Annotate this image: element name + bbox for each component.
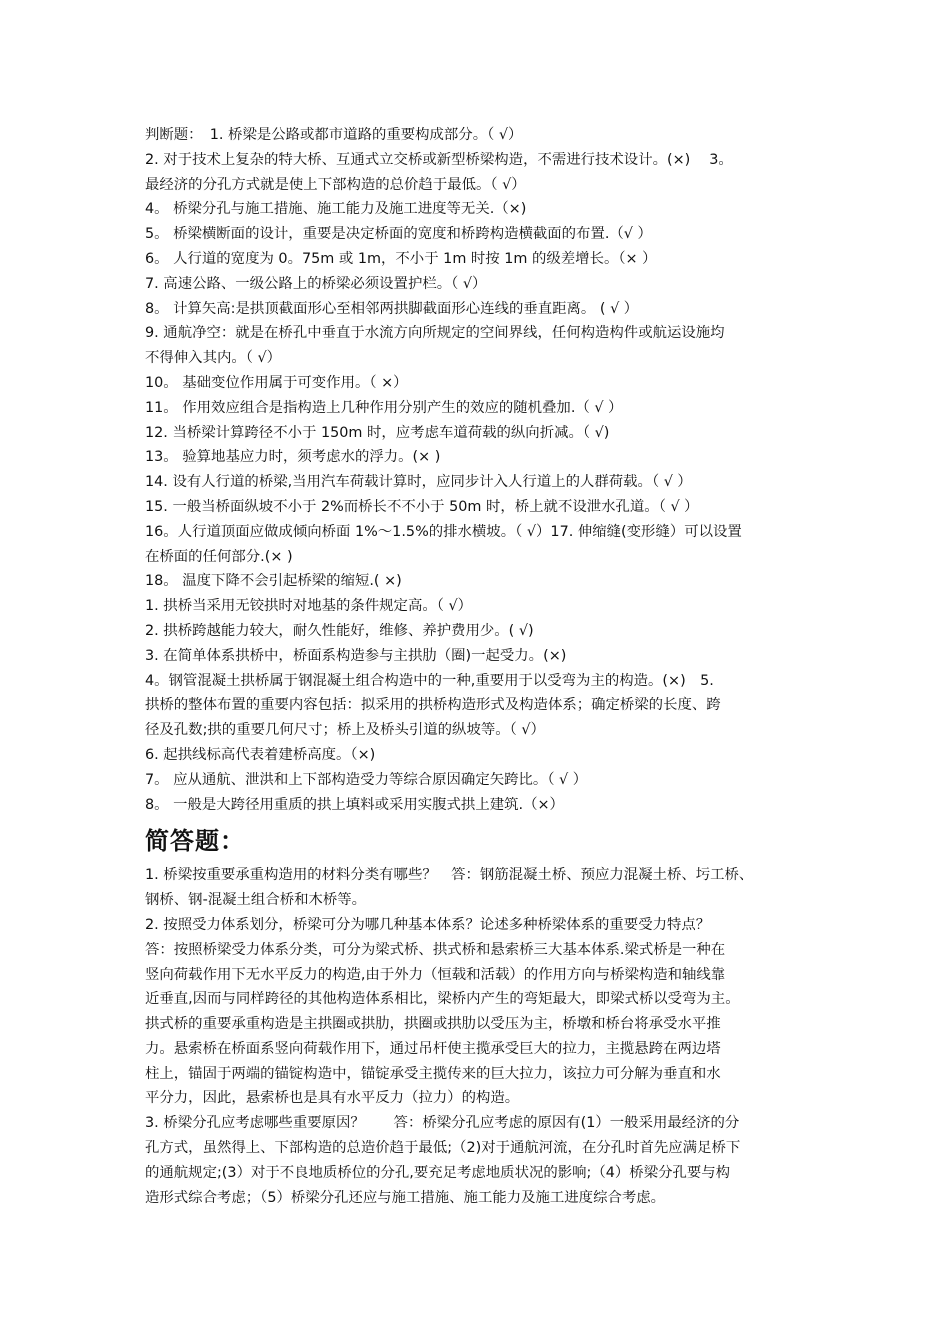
text-line: 12. 当桥梁计算跨径不小于 150m 时，应考虑车道荷载的纵向折减。（ √) — [145, 424, 610, 441]
text-line: 3. 在简单体系拱桥中，桥面系构造参与主拱肋（圈)一起受力。(×) — [145, 647, 567, 664]
text-line: 力。悬索桥在桥面系竖向荷载作用下，通过吊杆使主揽承受巨大的拉力，主揽悬跨在两边塔 — [145, 1040, 721, 1057]
text-line: 14. 设有人行道的桥梁,当用汽车荷载计算时，应同步计入人行道上的人群荷载。（ √ ） — [145, 474, 692, 491]
text-line: 6。 人行道的宽度为 0。75m 或 1m，不小于 1m 时按 1m 的级差增长。（× ） — [145, 250, 657, 267]
text-line: 2. 拱桥跨越能力较大，耐久性能好，维修、养护费用少。( √) — [145, 622, 534, 639]
text-line: 孔方式，虽然得上、下部构造的总造价趋于最低;（2)对于通航河流，在分孔时首先应满足桥下 — [145, 1140, 741, 1157]
text-line: 2. 按照受力体系划分，桥梁可分为哪几种基本体系？论述多种桥梁体系的重要受力特点？ — [145, 916, 711, 933]
text-line: 拱桥的整体布置的重要内容包括：拟采用的拱桥构造形式及构造体系；确定桥梁的长度、跨 — [145, 697, 721, 714]
text-line: 在桥面的任何部分.(× ) — [145, 548, 293, 565]
text-line: 2. 对于技术上复杂的特大桥、互通式立交桥或新型桥梁构造，不需进行技术设计。(×) 3。 — [145, 151, 733, 168]
text-line: 钢桥、钢-混凝土组合桥和木桥等。 — [145, 892, 367, 909]
text-line: 5。 桥梁横断面的设计，重要是决定桥面的宽度和桥跨构造横截面的布置.（√ ） — [145, 226, 652, 243]
text-line: 13。 验算地基应力时，须考虑水的浮力。(× ) — [145, 449, 441, 466]
text-line: 15. 一般当桥面纵坡不小于 2%而桥长不不小于 50m 时，桥上就不设泄水孔道。（ √ ） — [145, 498, 699, 515]
text-line: 判断题： 1. 桥梁是公路或都市道路的重要构成部分。（ √） — [145, 127, 523, 143]
document-page — [145, 123, 820, 1210]
text-line: 7。 应从通航、泄洪和上下部构造受力等综合原因确定矢跨比。（ √ ） — [145, 771, 588, 788]
text-line: 答：按照桥梁受力体系分类，可分为梁式桥、拱式桥和悬索桥三大基本体系.梁式桥是一种在 — [145, 941, 726, 958]
judgment-section — [145, 123, 820, 817]
text-line: 竖向荷载作用下无水平反力的构造,由于外力（恒载和活载）的作用方向与桥梁构造和轴线靠 — [145, 966, 726, 983]
text-line: 11。 作用效应组合是指构造上几种作用分别产生的效应的随机叠加.（ √ ） — [145, 399, 623, 416]
text-line: 8。 一般是大跨径用重质的拱上填料或采用实腹式拱上建筑.（×） — [145, 796, 564, 813]
text-line: 8。 计算矢高:是拱顶截面形心至相邻两拱脚截面形心连线的垂直距离。 ( √ ） — [145, 300, 639, 317]
text-line: 9. 通航净空：就是在桥孔中垂直于水流方向所规定的空间界线，任何构造构件或航运设施均 — [145, 325, 725, 342]
text-line: 1. 桥梁按重要承重构造用的材料分类有哪些？ 答：钢筋混凝土桥、预应力混凝土桥、圬工桥、 — [145, 867, 754, 884]
text-line: 7. 高速公路、一级公路上的桥梁必须设置护栏。（ √） — [145, 275, 487, 292]
text-line: 近垂直,因而与同样跨径的其他构造体系相比，梁桥内产生的弯矩最大，即梁式桥以受弯为主。 — [145, 991, 740, 1008]
text-line: 不得伸入其内。（ √） — [145, 350, 282, 367]
text-line: 造形式综合考虑；（5）桥梁分孔还应与施工措施、施工能力及施工进度综合考虑。 — [145, 1189, 666, 1206]
text-line: 4。钢管混凝土拱桥属于钢混凝土组合构造中的一种,重要用于以受弯为主的构造。(×) 5. — [145, 672, 714, 689]
text-line: 10。 基础变位作用属于可变作用。（ ×） — [145, 374, 408, 391]
text-line: 18。 温度下降不会引起桥梁的缩短.( ×) — [145, 573, 402, 590]
short-answer-section — [145, 863, 820, 1210]
short-answer-heading: 简答题： — [145, 827, 245, 856]
text-line: 柱上，锚固于两端的锚锭构造中，锚锭承受主揽传来的巨大拉力，该拉力可分解为垂直和水 — [145, 1065, 721, 1082]
text-line: 平分力，因此，悬索桥也是具有水平反力（拉力）的构造。 — [145, 1090, 520, 1107]
text-line: 径及孔数;拱的重要几何尺寸；桥上及桥头引道的纵坡等。（ √） — [145, 722, 545, 739]
text-line: 16。人行道顶面应做成倾向桥面 1%～1.5%的排水横坡。（ √）17. 伸缩缝(变形缝）可以设置 — [145, 523, 742, 540]
text-line: 拱式桥的重要承重构造是主拱圈或拱肋，拱圈或拱肋以受压为主，桥墩和桥台将承受水平推 — [145, 1016, 721, 1033]
text-line: 最经济的分孔方式就是使上下部构造的总价趋于最低。（ √） — [145, 176, 526, 193]
text-line: 6. 起拱线标高代表着建桥高度。（×) — [145, 746, 376, 763]
text-line: 1. 拱桥当采用无铰拱时对地基的条件规定高。（ √） — [145, 598, 473, 615]
text-line: 的通航规定;(3）对于不良地质桥位的分孔,要充足考虑地质状况的影响;（4）桥梁分孔要与构 — [145, 1164, 731, 1181]
text-line: 4。 桥梁分孔与施工措施、施工能力及施工进度等无关.（×) — [145, 201, 527, 218]
text-line: 3. 桥梁分孔应考虑哪些重要原因？ 答：桥梁分孔应考虑的原因有(1）一般采用最经济的分 — [145, 1115, 740, 1132]
